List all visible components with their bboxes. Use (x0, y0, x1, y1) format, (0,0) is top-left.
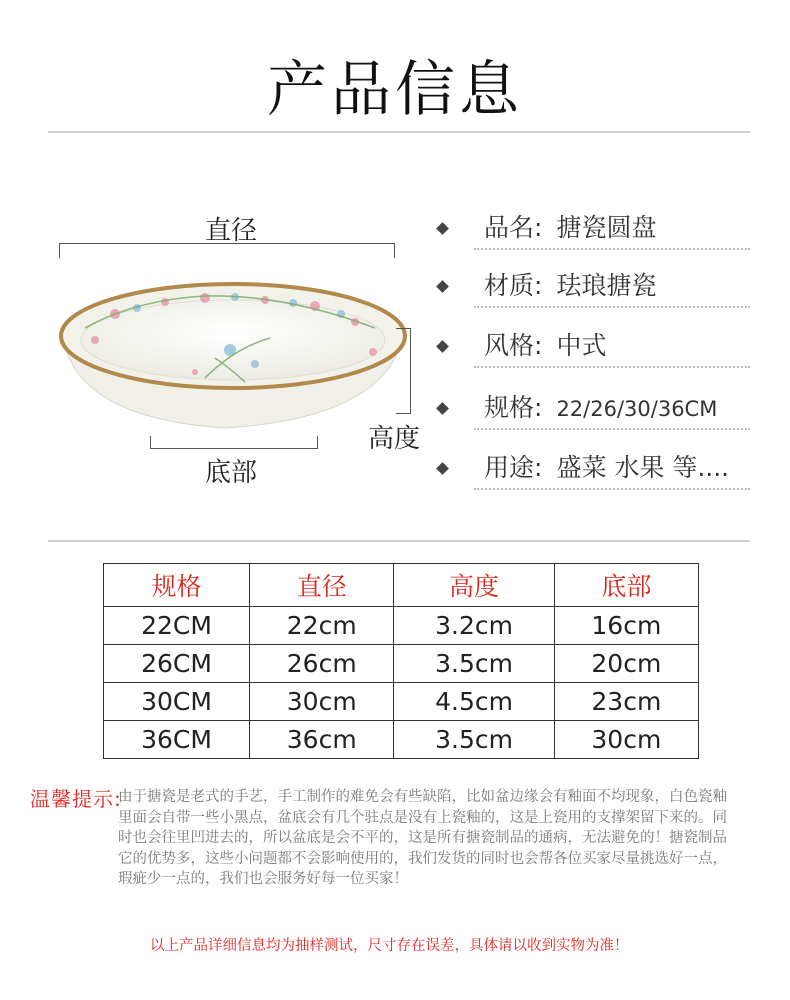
spec-value: 搪瓷圆盘 (556, 213, 657, 242)
table-header-row (104, 564, 699, 607)
table-cell: 26cm (250, 645, 394, 683)
table-cell: 4.5cm (394, 683, 554, 721)
spec-item-material (434, 262, 754, 320)
spec-label: 品名: (484, 213, 543, 242)
spec-label: 材质: (484, 271, 543, 300)
table-row (104, 645, 699, 683)
spec-item-name (434, 204, 754, 262)
dotted-divider (474, 488, 750, 490)
size-table (103, 563, 699, 759)
table-cell: 23cm (554, 683, 698, 721)
table-cell: 20cm (554, 645, 698, 683)
table-cell: 3.2cm (394, 607, 554, 645)
table-header-cell: 高度 (394, 564, 554, 607)
spec-label: 用途: (484, 453, 543, 482)
dotted-divider (474, 248, 750, 250)
table-cell: 36CM (104, 721, 250, 759)
table-cell: 3.5cm (394, 721, 554, 759)
table-row (104, 683, 699, 721)
diameter-bracket (59, 243, 395, 258)
table-header-cell: 底部 (554, 564, 698, 607)
table-cell: 30cm (554, 721, 698, 759)
notice-body: 由于搪瓷是老式的手艺，手工制作的难免会有些缺陷，比如盆边缘会有釉面不均现象，白色瓷釉里面会自带一些小黑点，盆底会有几个驻点是没有上瓷釉的，这是上瓷用的支撑架留下来的。同时也会往里凹进去的，所以盆底是会不平的，这是所有搪瓷制品的通病，无法避免的！搪瓷制品它的优势多，这些小问题都不会影响使用的，我们发货的同时也会帮各位买家尽量挑选好一点，瑕疵少一点的，我们也会服务好每一位买家！ (118, 789, 727, 887)
table-row (104, 607, 699, 645)
table-cell: 3.5cm (394, 645, 554, 683)
diamond-bullet-icon (436, 222, 449, 235)
height-label: 高度 (368, 424, 421, 454)
page-title: 产品信息 (267, 55, 523, 125)
notice-title: 温馨提示: (30, 787, 122, 811)
diamond-bullet-icon (436, 402, 449, 415)
dotted-divider (474, 366, 750, 368)
table-cell: 36cm (250, 721, 394, 759)
spec-value: 22/26/30/36CM (556, 397, 718, 421)
diamond-bullet-icon (436, 340, 449, 353)
table-cell: 30CM (104, 683, 250, 721)
height-bracket (396, 328, 411, 414)
diamond-bullet-icon (436, 280, 449, 293)
diamond-bullet-icon (436, 462, 449, 475)
enamel-plate-image (55, 278, 415, 448)
table-header-cell: 规格 (104, 564, 250, 607)
dotted-divider (474, 306, 750, 308)
spec-item-usage (434, 444, 754, 502)
spec-item-size (434, 384, 754, 442)
top-divider (48, 131, 750, 133)
spec-label: 规格: (484, 393, 543, 422)
spec-label: 风格: (484, 331, 543, 360)
table-cell: 16cm (554, 607, 698, 645)
spec-value: 珐琅搪瓷 (556, 271, 657, 300)
table-row (104, 721, 699, 759)
dotted-divider (474, 428, 750, 430)
spec-value: 盛菜 水果 等.... (556, 453, 730, 482)
diameter-label: 直径 (205, 216, 258, 246)
base-bracket (150, 436, 318, 449)
spec-item-style (434, 322, 754, 380)
table-header-cell: 直径 (250, 564, 394, 607)
table-cell: 26CM (104, 645, 250, 683)
table-cell: 22cm (250, 607, 394, 645)
base-label: 底部 (205, 458, 258, 488)
table-cell: 30cm (250, 683, 394, 721)
table-cell: 22CM (104, 607, 250, 645)
spec-value: 中式 (556, 331, 607, 360)
notice-footer: 以上产品详细信息均为抽样测试，尺寸存在误差，具体请以收到实物为准！ (150, 938, 629, 954)
middle-divider (48, 540, 750, 542)
